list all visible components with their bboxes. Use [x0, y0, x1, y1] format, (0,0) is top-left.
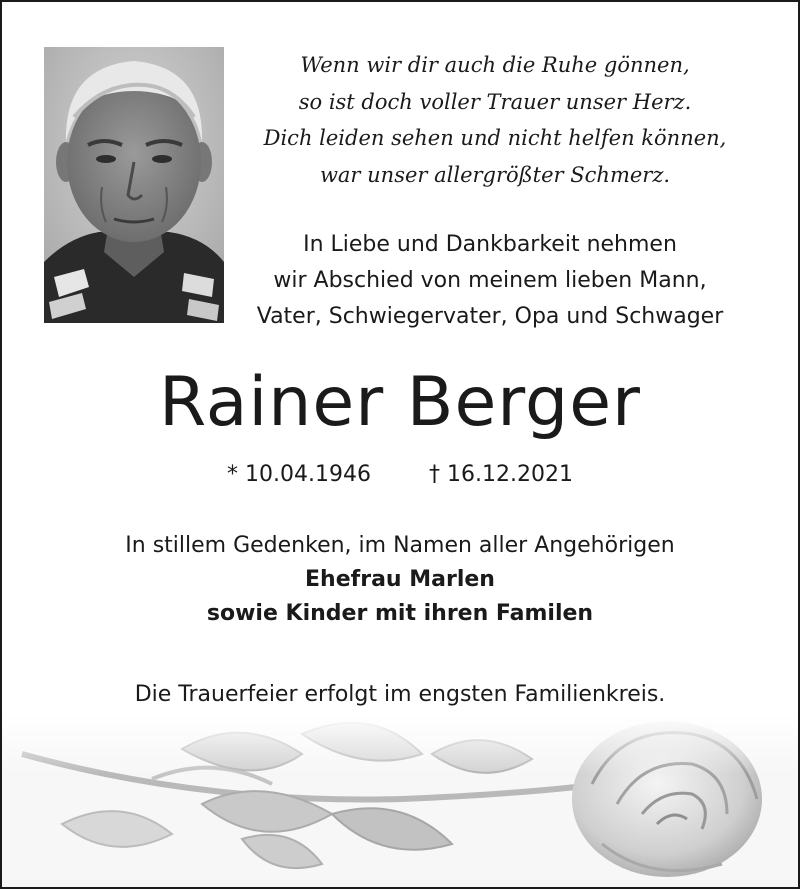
portrait-photo — [44, 47, 224, 323]
poem — [234, 47, 756, 193]
deceased-name: Rainer Berger — [158, 363, 642, 442]
poem-line: Wenn wir dir auch die Ruhe gönnen, — [300, 53, 690, 77]
mourner-spouse: Ehefrau Marlen — [305, 567, 495, 592]
mourners-intro: In stillem Gedenken, im Namen aller Angehörigen — [125, 533, 675, 558]
portrait-photo-icon — [44, 47, 224, 323]
mourner-children: sowie Kinder mit ihren Familen — [206, 601, 594, 626]
rose-illustration — [2, 714, 798, 887]
poem-line: so ist doch voller Trauer unser Herz. — [298, 89, 692, 114]
intro-line: wir Abschied von meinem lieben Mann, — [273, 268, 707, 293]
poem-line: Dich leiden sehen und nicht helfen können, — [263, 126, 727, 150]
birth-date: * 10.04.1946 — [227, 462, 371, 487]
rose-icon — [2, 714, 798, 887]
poem-line: war unser allergrößter Schmerz. — [319, 162, 671, 187]
intro-line: Vater, Schwiegervater, Opa und Schwager — [256, 304, 724, 329]
intro-line: In Liebe und Dankbarkeit nehmen — [303, 232, 677, 257]
mourners-block — [2, 529, 798, 631]
farewell-intro — [224, 227, 756, 335]
funeral-note: Die Trauerfeier erfolgt im engsten Familienkreis. — [134, 682, 666, 707]
death-date: † 16.12.2021 — [429, 462, 573, 487]
life-dates — [2, 457, 798, 493]
